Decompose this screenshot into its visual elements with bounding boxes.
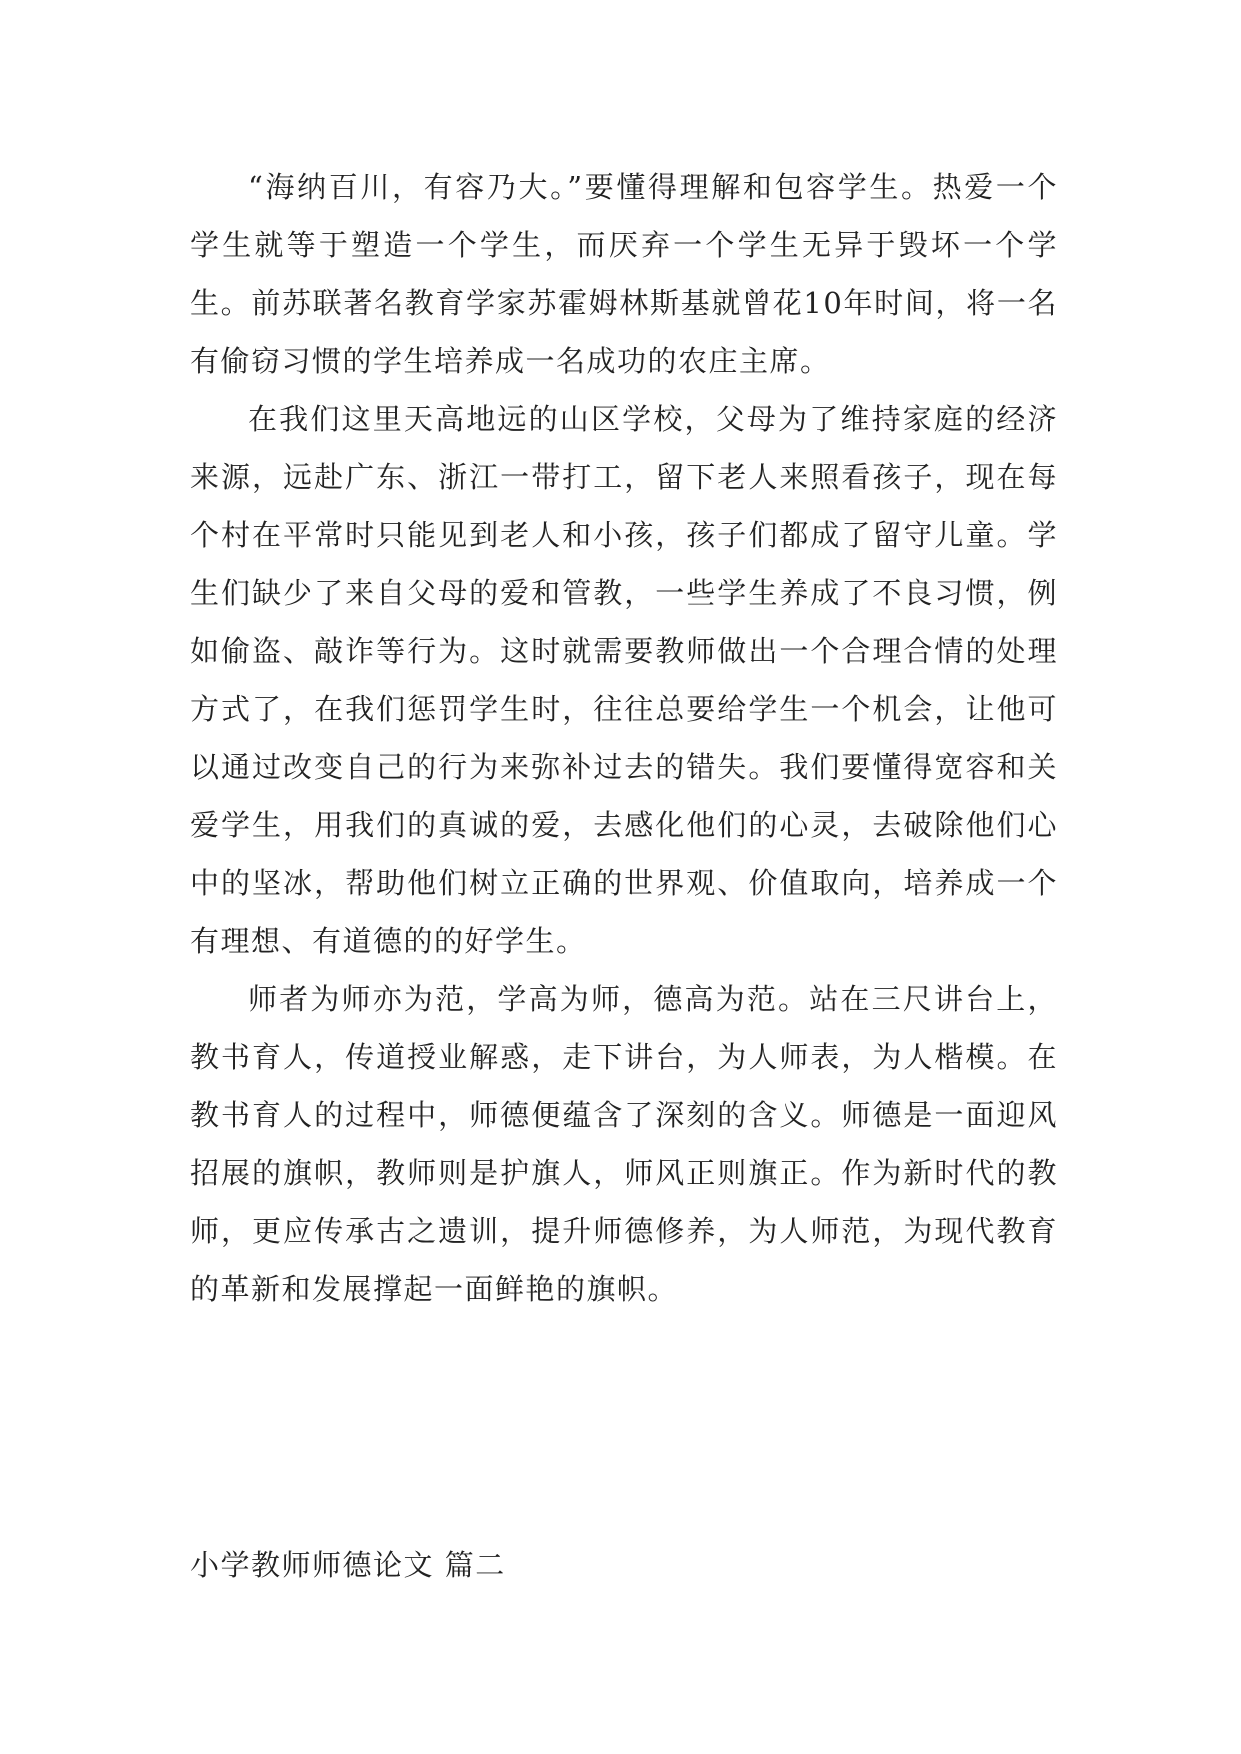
document-body xyxy=(190,158,1058,1318)
paragraph-3: 师者为师亦为范，学高为师，德高为范。站在三尺讲台上，教书育人，传道授业解惑，走下讲台，为人师表，为人楷模。在教书育人的过程中，师德便蕴含了深刻的含义。师德是一面迎风招展的旗帜，教师则是护旗人，师风正则旗正。作为新时代的教师，更应传承古之遗训，提升师德修养，为人师范，为现代教育的革新和发展撑起一面鲜艳的旗帜。 xyxy=(190,982,1058,1306)
paragraph-1: “海纳百川，有容乃大。”要懂得理解和包容学生。热爱一个学生就等于塑造一个学生，而厌弃一个学生无异于毁坏一个学生。前苏联著名教育学家苏霍姆林斯基就曾花10年时间，将一名有偷窃习惯的学生培养成一名成功的农庄主席。 xyxy=(190,170,1058,378)
paragraph-2: 在我们这里天高地远的山区学校，父母为了维持家庭的经济来源，远赴广东、浙江一带打工，留下老人来照看孩子，现在每个村在平常时只能见到老人和小孩，孩子们都成了留守儿童。学生们缺少了来自父母的爱和管教，一些学生养成了不良习惯，例如偷盗、敲诈等行为。这时就需要教师做出一个合理合情的处理方式了，在我们惩罚学生时，往往总要给学生一个机会，让他可以通过改变自己的行为来弥补过去的错失。我们要懂得宽容和关爱学生，用我们的真诚的爱，去感化他们的心灵，去破除他们心中的坚冰，帮助他们树立正确的世界观、价值取向，培养成一个有理想、有道德的的好学生。 xyxy=(190,402,1058,958)
section-heading: 小学教师师德论文 篇二 xyxy=(190,1548,506,1582)
